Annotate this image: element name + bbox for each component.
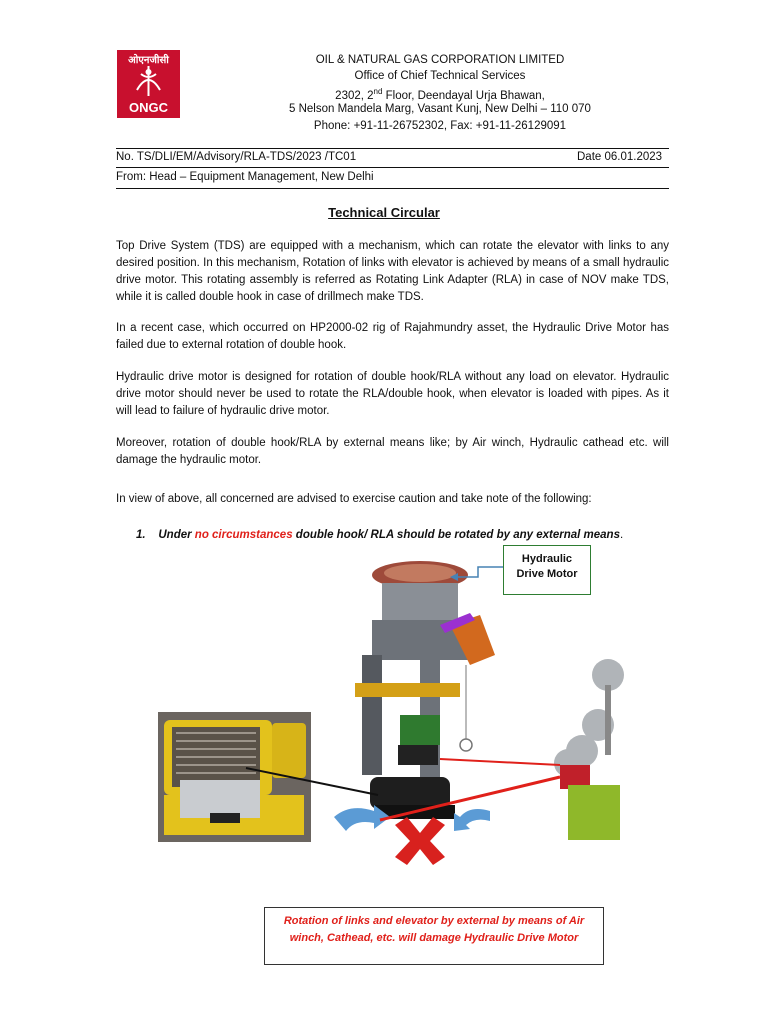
paragraph-2: In a recent case, which occurred on HP2000-02 rig of Rajahmundry asset, the Hydraulic Drive Motor has failed due to external rotation of double hook. (116, 322, 669, 351)
paragraph-5: In view of above, all concerned are advised to exercise caution and take note of the following: (116, 493, 592, 505)
phone-fax: Phone: +91-11-26752302, Fax: +91-11-26129091 (313, 120, 567, 132)
warning-line-2: winch, Cathead, etc. will damage Hydraulic Drive Motor (289, 932, 579, 944)
address-line-1: 2302, 2nd Floor, Deendayal Urja Bhawan, (335, 87, 545, 102)
top-drive-assembly (355, 561, 495, 819)
ref-divider (116, 167, 669, 168)
prohibited-cross-icon (395, 817, 445, 865)
warning-line-1: Rotation of links and elevator by external by means of Air (283, 915, 585, 927)
item-emphasis: no circumstances (194, 529, 293, 541)
paragraph-4: Moreover, rotation of double hook/RLA by external means like; by Air winch, Hydraulic cathead etc. will damage the hydraulic motor. (116, 437, 669, 466)
office-name: Office of Chief Technical Services (354, 70, 526, 82)
ongc-logo-mark (117, 50, 180, 118)
from-line: From: Head – Equipment Management, New Delhi (116, 171, 374, 183)
cathead-line-upper (440, 759, 560, 765)
ongc-logo (117, 50, 180, 118)
warning-box (264, 907, 604, 965)
page-title: Technical Circular (328, 205, 440, 220)
from-divider (116, 188, 669, 189)
header-divider (116, 148, 669, 149)
logo-text: ONGC (129, 100, 168, 115)
item-number: 1. (136, 529, 146, 541)
circular-date: Date 06.01.2023 (577, 151, 663, 163)
reference-number: No. TS/DLI/EM/Advisory/RLA-TDS/2023 /TC01 (116, 151, 357, 163)
tds-illustration (150, 555, 640, 875)
paragraph-1: Top Drive System (TDS) are equipped with a mechanism, which can rotate the elevator with links to any desired position. In this mechanism, Rotation of links with elevator is achieved by means of a small hydraulic drive motor. This rotating assembly is referred as Rotating Link Adapter (RLA) in case of NOV make TDS, while it is called double hook in case of drillmech make TDS. (116, 240, 669, 303)
org-name: OIL & NATURAL GAS CORPORATION LIMITED (315, 54, 565, 66)
instruction-item-1: 1. Under no circumstances double hook/ RLA should be rotated by any external means. (136, 529, 624, 541)
address-line-2: 5 Nelson Mandela Marg, Vasant Kunj, New Delhi – 110 070 (289, 103, 591, 115)
cathead-assembly (554, 659, 624, 840)
logo-hindi-text: ओएनजीसी (128, 55, 169, 66)
hydraulic-drive-motor-label: Hydraulic Drive Motor (503, 545, 591, 595)
rotation-arrow-right (454, 809, 490, 831)
paragraph-3: Hydraulic drive motor is designed for rotation of double hook/RLA without any load on elevator. Hydraulic drive motor should never be used to rotate the RLA/double hook, when elevator is loaded with pipes. As it will lead to failure of hydraulic drive motor. (116, 371, 669, 417)
